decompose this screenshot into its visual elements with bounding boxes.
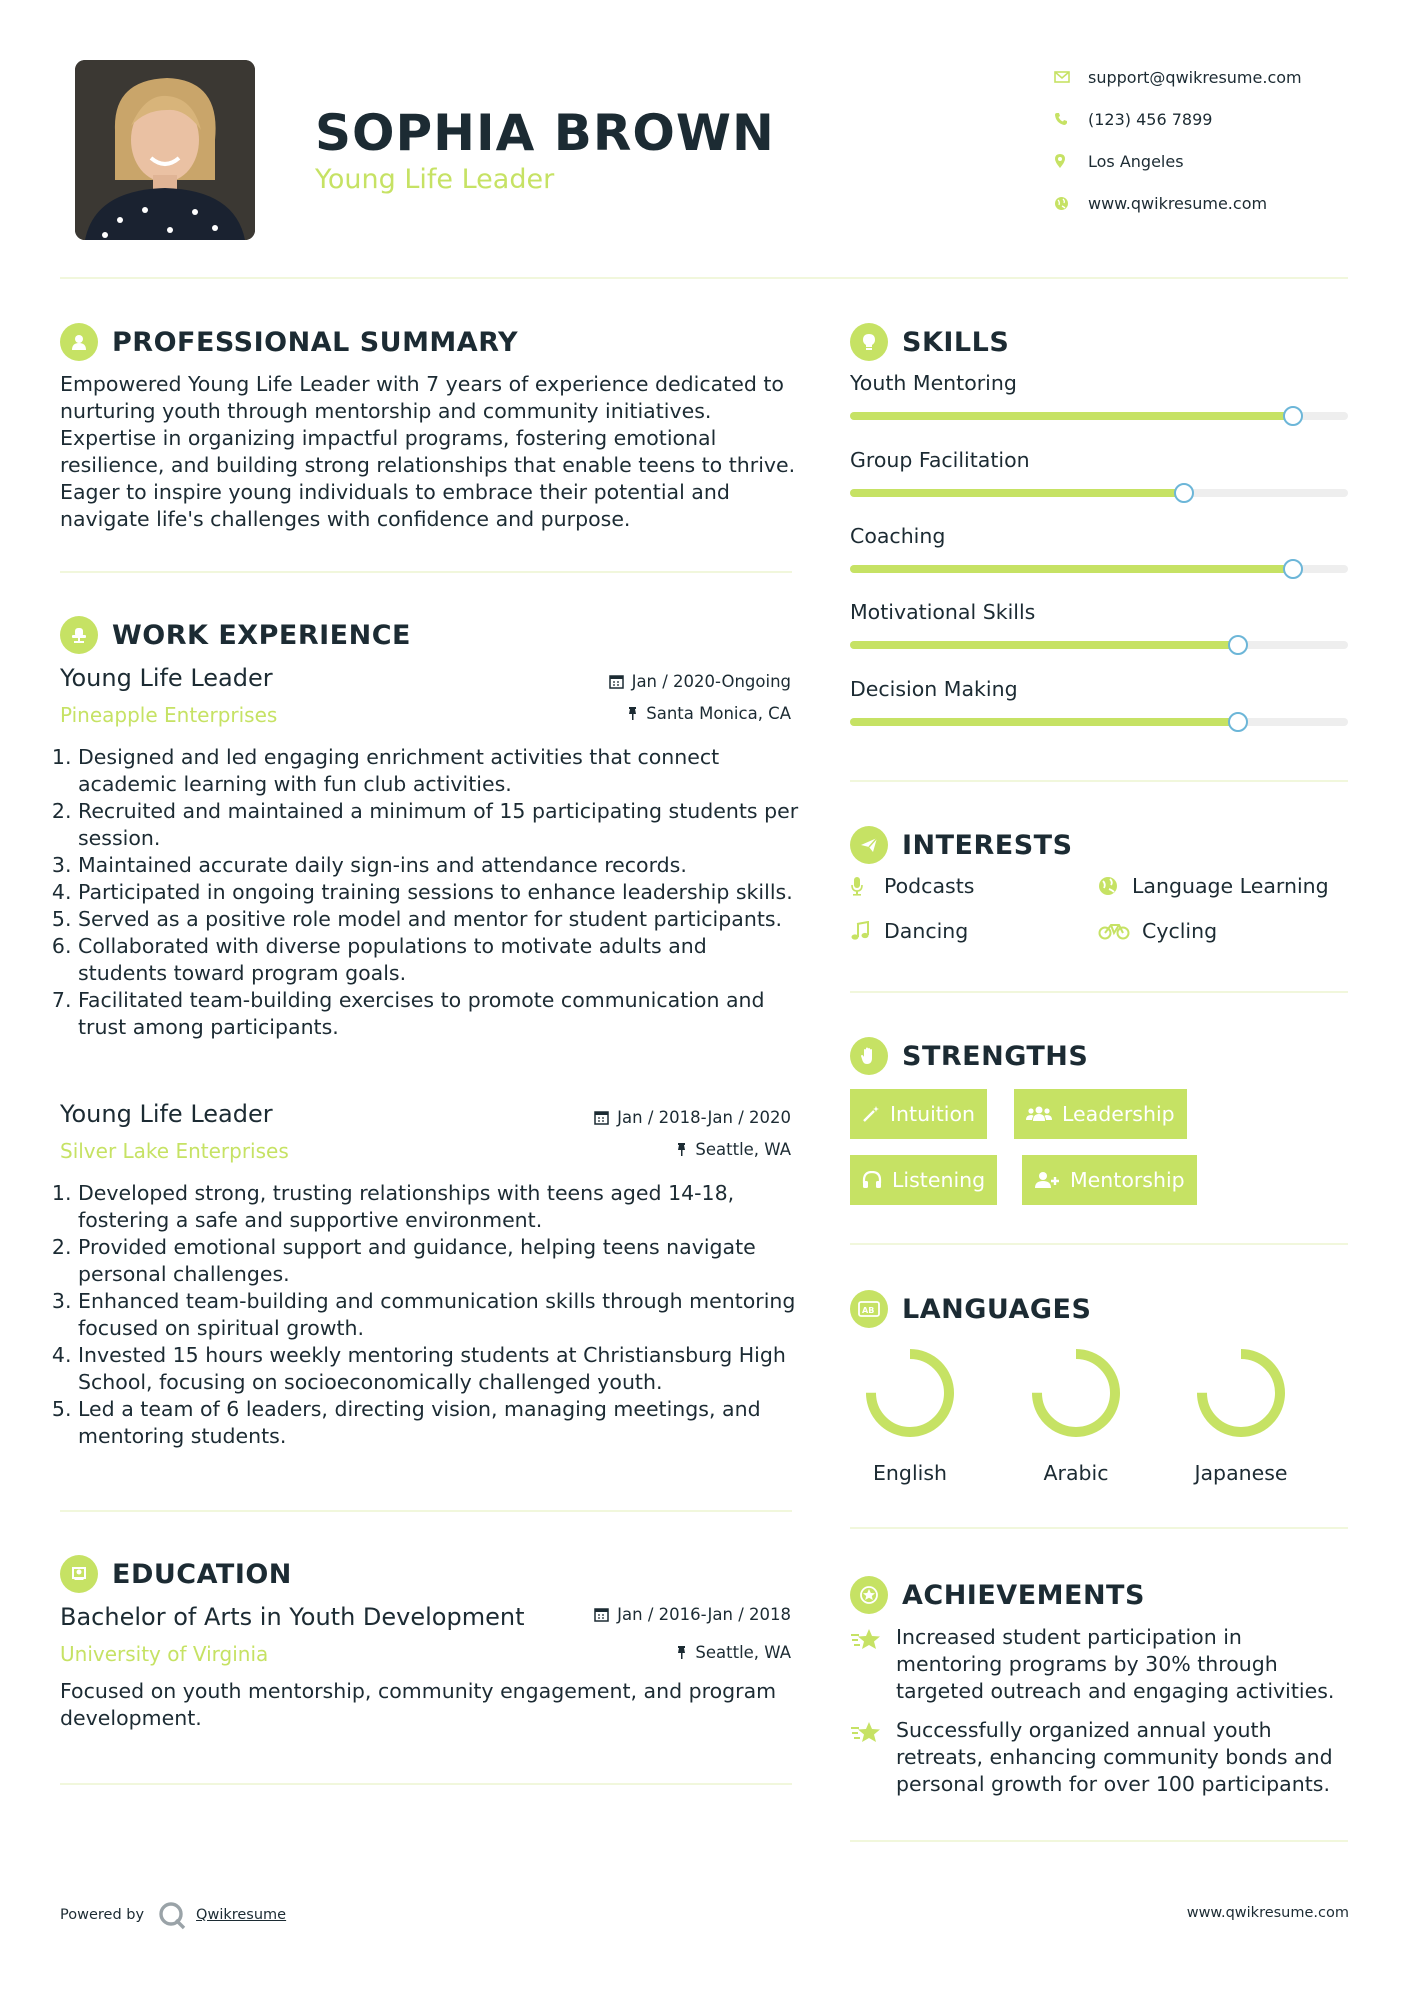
education-description: Focused on youth mentorship, community engagement, and program development. bbox=[60, 1679, 777, 1730]
skill-knob bbox=[1174, 483, 1194, 503]
candidate-title: Young Life Leader bbox=[315, 164, 555, 195]
achievements-heading: ACHIEVEMENTS bbox=[850, 1576, 1145, 1614]
skill-item bbox=[850, 677, 1348, 701]
profile-photo bbox=[75, 60, 255, 240]
language-name: Arabic bbox=[1043, 1461, 1109, 1485]
education-dates: Jan / 2016-Jan / 2018 bbox=[594, 1605, 791, 1624]
strength-tag: Listening bbox=[850, 1155, 997, 1205]
language-item bbox=[1181, 1343, 1301, 1485]
magic-wand-icon bbox=[862, 1105, 880, 1123]
skill-name: Coaching bbox=[850, 524, 946, 548]
skill-fill bbox=[850, 565, 1293, 573]
summary-divider bbox=[60, 571, 792, 573]
skill-track bbox=[850, 412, 1348, 420]
interest-item: Podcasts bbox=[850, 874, 974, 898]
list-item: 2. Provided emotional support and guidance, helping teens navigate personal challenges. bbox=[78, 1234, 800, 1288]
skills-divider bbox=[850, 780, 1348, 782]
list-item: 6. Collaborated with diverse populations to motivate adults and students toward program goals. bbox=[78, 933, 800, 987]
language-item bbox=[850, 1343, 970, 1485]
contact-email[interactable] bbox=[1050, 56, 1370, 98]
envelope-icon bbox=[1050, 71, 1088, 83]
briefcase-chair-icon bbox=[60, 616, 98, 654]
contact-email-text: support@qwikresume.com bbox=[1088, 67, 1302, 87]
interest-item: Dancing bbox=[850, 919, 968, 943]
strength-tag: Mentorship bbox=[1022, 1155, 1197, 1205]
list-item: 2. Recruited and maintained a minimum of 15 participating students per session. bbox=[78, 798, 800, 852]
list-item: 7. Facilitated team-building exercises to promote communication and trust among participants. bbox=[78, 987, 800, 1041]
skill-knob bbox=[1228, 712, 1248, 732]
achievement-text: Successfully organized annual youth retreats, enhancing community bonds and personal growth for over 100 participants. bbox=[896, 1718, 1333, 1796]
interest-item: Cycling bbox=[1098, 919, 1217, 943]
job-dates: Jan / 2018-Jan / 2020 bbox=[594, 1108, 791, 1127]
skill-knob bbox=[1283, 406, 1303, 426]
list-item: 1. Developed strong, trusting relationships with teens aged 14-18, fostering a safe and supportive environment. bbox=[78, 1180, 800, 1234]
contact-location bbox=[1050, 140, 1370, 182]
skill-item bbox=[850, 524, 1348, 548]
strengths-heading: STRENGTHS bbox=[850, 1037, 1088, 1075]
skill-name: Group Facilitation bbox=[850, 448, 1030, 472]
contact-location-text: Los Angeles bbox=[1088, 151, 1184, 171]
skill-knob bbox=[1228, 635, 1248, 655]
calendar-icon bbox=[594, 1110, 609, 1125]
job-responsibilities bbox=[60, 1180, 800, 1450]
job-responsibilities bbox=[60, 744, 800, 1041]
pushpin-icon bbox=[676, 1645, 687, 1660]
achievements-divider bbox=[850, 1840, 1348, 1842]
achievement-item bbox=[850, 1717, 1350, 1798]
skill-fill bbox=[850, 641, 1238, 649]
shooting-star-icon bbox=[850, 1717, 896, 1798]
skill-fill bbox=[850, 412, 1293, 420]
skill-track bbox=[850, 489, 1348, 497]
list-item: 3. Enhanced team-building and communication skills through mentoring focused on spiritual growth. bbox=[78, 1288, 800, 1342]
strength-tag: Intuition bbox=[850, 1089, 987, 1139]
language-ring bbox=[860, 1343, 960, 1443]
skill-track bbox=[850, 641, 1348, 649]
header-divider bbox=[60, 277, 1348, 279]
svg-text:AB: AB bbox=[862, 1306, 875, 1315]
school-name: University of Virginia bbox=[60, 1642, 269, 1666]
achievement-text: Increased student participation in mentoring programs by 30% through targeted outreach and engaging activities. bbox=[896, 1625, 1335, 1703]
graduate-icon bbox=[60, 1555, 98, 1593]
education-divider bbox=[60, 1783, 792, 1785]
qwikresume-logo-icon bbox=[156, 1900, 190, 1930]
headphones-icon bbox=[862, 1171, 882, 1189]
users-icon bbox=[1026, 1105, 1052, 1123]
job-location: Santa Monica, CA bbox=[627, 704, 791, 723]
skill-name: Youth Mentoring bbox=[850, 371, 1017, 395]
skill-track bbox=[850, 718, 1348, 726]
skill-knob bbox=[1283, 559, 1303, 579]
experience-divider bbox=[60, 1510, 792, 1512]
skill-item bbox=[850, 448, 1348, 472]
music-note-icon bbox=[850, 921, 884, 941]
footer-url[interactable]: www.qwikresume.com bbox=[1186, 1905, 1349, 1921]
experience-heading: WORK EXPERIENCE bbox=[60, 616, 411, 654]
strengths-divider bbox=[850, 1243, 1348, 1245]
user-plus-icon bbox=[1034, 1171, 1060, 1189]
bicycle-icon bbox=[1098, 922, 1142, 940]
job-title: Young Life Leader bbox=[60, 1100, 273, 1128]
skill-item bbox=[850, 371, 1348, 395]
qwikresume-link[interactable]: Qwikresume bbox=[196, 1907, 287, 1923]
interest-item: Language Learning bbox=[1098, 874, 1329, 898]
star-badge-icon bbox=[850, 1576, 888, 1614]
list-item: 4. Participated in ongoing training sessions to enhance leadership skills. bbox=[78, 879, 800, 906]
list-item: 5. Served as a positive role model and mentor for student participants. bbox=[78, 906, 800, 933]
list-item: 5. Led a team of 6 leaders, directing vision, managing meetings, and mentoring students. bbox=[78, 1396, 800, 1450]
pushpin-icon bbox=[676, 1142, 687, 1157]
shooting-star-icon bbox=[850, 1624, 896, 1705]
job-title: Young Life Leader bbox=[60, 664, 273, 692]
contact-website[interactable] bbox=[1050, 182, 1370, 224]
skill-fill bbox=[850, 489, 1184, 497]
job-location: Seattle, WA bbox=[676, 1140, 791, 1159]
list-item: 3. Maintained accurate daily sign-ins and attendance records. bbox=[78, 852, 800, 879]
powered-by: Powered by Qwikresume bbox=[60, 1900, 286, 1930]
achievement-item bbox=[850, 1624, 1350, 1705]
language-ring bbox=[1191, 1343, 1291, 1443]
skill-name: Decision Making bbox=[850, 677, 1018, 701]
interests-divider bbox=[850, 991, 1348, 993]
contact-phone-text: (123) 456 7899 bbox=[1088, 109, 1213, 129]
language-name: Japanese bbox=[1194, 1461, 1288, 1485]
calendar-icon bbox=[609, 674, 624, 689]
candidate-name: SOPHIA BROWN bbox=[315, 104, 775, 162]
language-name: English bbox=[872, 1461, 948, 1485]
skill-item bbox=[850, 600, 1348, 624]
user-icon bbox=[60, 323, 98, 361]
paper-plane-icon bbox=[850, 826, 888, 864]
pushpin-icon bbox=[627, 706, 638, 721]
microphone-icon bbox=[850, 876, 884, 896]
skill-track bbox=[850, 565, 1348, 573]
languages-divider bbox=[850, 1527, 1348, 1529]
language-icon bbox=[850, 1290, 888, 1328]
map-pin-icon bbox=[1050, 153, 1088, 169]
job-company: Pineapple Enterprises bbox=[60, 703, 278, 727]
skills-heading: SKILLS bbox=[850, 323, 1009, 361]
skill-name: Motivational Skills bbox=[850, 600, 1036, 624]
list-item: 4. Invested 15 hours weekly mentoring students at Christiansburg High School, focusing on socioeconomically challenged youth. bbox=[78, 1342, 800, 1396]
job-company: Silver Lake Enterprises bbox=[60, 1139, 289, 1163]
globe-icon bbox=[1098, 876, 1132, 896]
contact-list bbox=[1050, 56, 1370, 224]
summary-text: Empowered Young Life Leader with 7 years of experience dedicated to nurturing youth through mentorship and community initiatives. Expertise in organizing impactful programs, fostering emotional resilience, and building strong relationships that enable teens to thrive. Eager to inspire young individuals to embrace their potential and navigate life's challenges with confidence and purpose. bbox=[60, 372, 796, 531]
degree-title: Bachelor of Arts in Youth Development bbox=[60, 1603, 525, 1631]
contact-website-text: www.qwikresume.com bbox=[1088, 193, 1268, 213]
interests-heading: INTERESTS bbox=[850, 826, 1073, 864]
language-ring bbox=[1026, 1343, 1126, 1443]
lightbulb-icon bbox=[850, 323, 888, 361]
globe-icon bbox=[1050, 196, 1088, 211]
hand-icon bbox=[850, 1037, 888, 1075]
list-item: 1. Designed and led engaging enrichment activities that connect academic learning with fun club activities. bbox=[78, 744, 800, 798]
language-item bbox=[1016, 1343, 1136, 1485]
job-dates: Jan / 2020-Ongoing bbox=[609, 672, 791, 691]
phone-icon bbox=[1050, 112, 1088, 126]
summary-heading: PROFESSIONAL SUMMARY bbox=[60, 323, 518, 361]
contact-phone[interactable] bbox=[1050, 98, 1370, 140]
strength-tag: Leadership bbox=[1014, 1089, 1187, 1139]
languages-heading: AB LANGUAGES bbox=[850, 1290, 1091, 1328]
calendar-icon bbox=[594, 1607, 609, 1622]
education-heading: EDUCATION bbox=[60, 1555, 292, 1593]
skill-fill bbox=[850, 718, 1238, 726]
education-location: Seattle, WA bbox=[676, 1643, 791, 1662]
